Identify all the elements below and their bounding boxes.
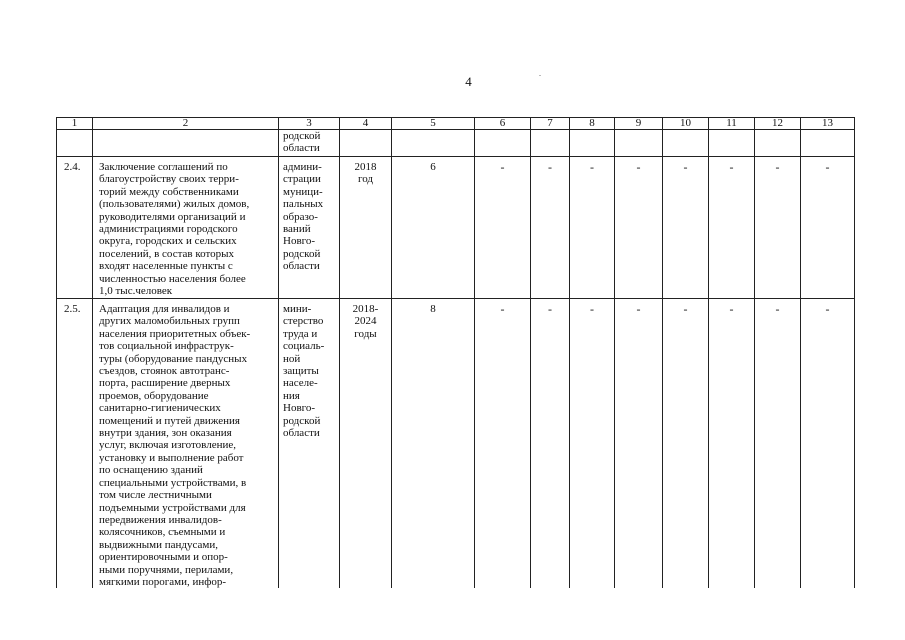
row-col11: - xyxy=(709,299,755,589)
description-line: других маломобильных групп xyxy=(99,315,240,328)
row-responsible xyxy=(279,299,340,589)
description-line: услуг, включая изготовление, xyxy=(99,439,237,452)
row-col12: - xyxy=(755,157,801,299)
description-line: санитарно-гигиенических xyxy=(99,402,221,415)
column-number-5: 5 xyxy=(392,118,475,130)
description-line: проемов, оборудование xyxy=(99,389,209,402)
row-col11: - xyxy=(709,157,755,299)
row-col9: - xyxy=(615,299,663,589)
measures-table xyxy=(56,117,855,588)
table-row xyxy=(57,299,855,589)
cell-col7 xyxy=(531,130,570,157)
responsible-line: ной xyxy=(283,352,301,365)
description-line: руководителями организаций и xyxy=(99,210,246,223)
responsible-line: социаль- xyxy=(283,340,325,353)
row-col9: - xyxy=(615,157,663,299)
description-line: ными поручнями, перилами, xyxy=(99,563,234,576)
responsible-line: админи- xyxy=(283,161,322,173)
column-number-7: 7 xyxy=(531,118,570,130)
responsible-line: мини- xyxy=(283,303,312,315)
responsible-line: области xyxy=(283,260,320,273)
responsible-line: пальных xyxy=(283,198,324,211)
column-number-6: 6 xyxy=(475,118,531,130)
description-line: подъемными устройствами для xyxy=(99,501,246,514)
description-line: торий между собственниками xyxy=(99,185,239,198)
responsible-line: области xyxy=(283,142,320,155)
cell-col9 xyxy=(615,130,663,157)
row-col10: - xyxy=(663,157,709,299)
row-col7: - xyxy=(531,299,570,589)
description-line: населения приоритетных объек- xyxy=(99,327,251,340)
description-line: съездов, стоянок автотранс- xyxy=(99,365,230,378)
period-line: годы xyxy=(354,327,377,340)
responsible-line: защиты xyxy=(283,365,319,378)
column-number-8: 8 xyxy=(570,118,615,130)
description-line: округа, городских и сельских xyxy=(99,235,237,248)
column-number-2: 2 xyxy=(93,118,279,130)
cell-responsible xyxy=(279,130,340,157)
row-col6: - xyxy=(475,157,531,299)
description-line: входят населенные пункты с xyxy=(99,260,233,273)
responsible-line: Новго- xyxy=(283,402,316,415)
description-line: выдвижными пандусами, xyxy=(99,538,218,551)
description-line: Адаптация для инвалидов и xyxy=(99,303,230,315)
column-number-10: 10 xyxy=(663,118,709,130)
table-row xyxy=(57,157,855,299)
cell-col11 xyxy=(709,130,755,157)
row-number: 2.5. xyxy=(57,299,93,589)
description-line: передвижения инвалидов- xyxy=(99,513,222,526)
column-number-13: 13 xyxy=(801,118,855,130)
cell-number xyxy=(57,130,93,157)
period-line: 2024 xyxy=(354,315,377,328)
responsible-line: страции xyxy=(283,173,321,186)
row-col7: - xyxy=(531,157,570,299)
description-line: тов социальной инфраструк- xyxy=(99,340,234,353)
description-line: численностью населения более xyxy=(99,272,246,285)
description-line: туры (оборудование пандусных xyxy=(99,352,248,365)
row-period xyxy=(340,299,392,589)
responsible-line: населе- xyxy=(283,377,318,390)
row-col13: - xyxy=(801,299,855,589)
description-line: (пользователями) жилых домов, xyxy=(99,198,250,211)
responsible-line: родской xyxy=(283,414,321,427)
row-description xyxy=(93,299,279,589)
description-line: ориентировочными и опор- xyxy=(99,551,228,564)
responsible-line: образо- xyxy=(283,210,318,223)
page-number: 4 xyxy=(465,74,472,89)
cell-col13 xyxy=(801,130,855,157)
responsible-line: труда и xyxy=(283,327,318,340)
row-number: 2.4. xyxy=(57,157,93,299)
description-line: по оснащению зданий xyxy=(99,464,203,477)
responsible-line: родской xyxy=(283,130,321,142)
description-line: порта, расширение дверных xyxy=(99,377,231,390)
row-col10: - xyxy=(663,299,709,589)
responsible-line: Новго- xyxy=(283,235,316,248)
scan-speck xyxy=(539,75,541,76)
row-responsible xyxy=(279,157,340,299)
column-number-11: 11 xyxy=(709,118,755,130)
description-line: мягкими порогами, инфор- xyxy=(99,575,227,588)
responsible-line: ваний xyxy=(283,223,311,236)
column-number-row xyxy=(57,118,855,130)
continuation-row xyxy=(57,130,855,157)
row-description xyxy=(93,157,279,299)
period-line: 2018 xyxy=(354,161,377,173)
responsible-line: муници- xyxy=(283,185,323,198)
row-col12: - xyxy=(755,299,801,589)
description-line: благоустройству своих терри- xyxy=(99,173,239,186)
row-col8: - xyxy=(570,157,615,299)
cell-col8 xyxy=(570,130,615,157)
column-number-1: 1 xyxy=(57,118,93,130)
responsible-line: области xyxy=(283,427,320,440)
description-line: администрациями городского xyxy=(99,223,238,236)
description-line: специальными устройствами, в xyxy=(99,476,247,489)
responsible-line: ния xyxy=(283,389,300,402)
period-line: 2018- xyxy=(352,303,379,315)
period-line: год xyxy=(357,173,374,186)
cell-col5 xyxy=(392,130,475,157)
cell-description xyxy=(93,130,279,157)
responsible-line: стерство xyxy=(283,315,324,328)
column-number-3: 3 xyxy=(279,118,340,130)
description-line: колясочников, съемными и xyxy=(99,526,226,539)
description-line: помещений и путей движения xyxy=(99,414,240,427)
cell-period xyxy=(340,130,392,157)
cell-col12 xyxy=(755,130,801,157)
cell-col10 xyxy=(663,130,709,157)
description-line: внутри здания, зон оказания xyxy=(99,427,232,440)
row-col8: - xyxy=(570,299,615,589)
column-number-4: 4 xyxy=(340,118,392,130)
description-line: том числе лестничными xyxy=(99,489,212,502)
column-number-12: 12 xyxy=(755,118,801,130)
description-line: 1,0 тыс.человек xyxy=(99,285,173,298)
row-col13: - xyxy=(801,157,855,299)
row-period xyxy=(340,157,392,299)
row-col5: 8 xyxy=(392,299,475,589)
row-col5: 6 xyxy=(392,157,475,299)
cell-col6 xyxy=(475,130,531,157)
row-col6: - xyxy=(475,299,531,589)
responsible-line: родской xyxy=(283,247,321,260)
description-line: поселений, в состав которых xyxy=(99,247,235,260)
description-line: установку и выполнение работ xyxy=(99,451,244,464)
column-number-9: 9 xyxy=(615,118,663,130)
description-line: Заключение соглашений по xyxy=(99,161,228,173)
